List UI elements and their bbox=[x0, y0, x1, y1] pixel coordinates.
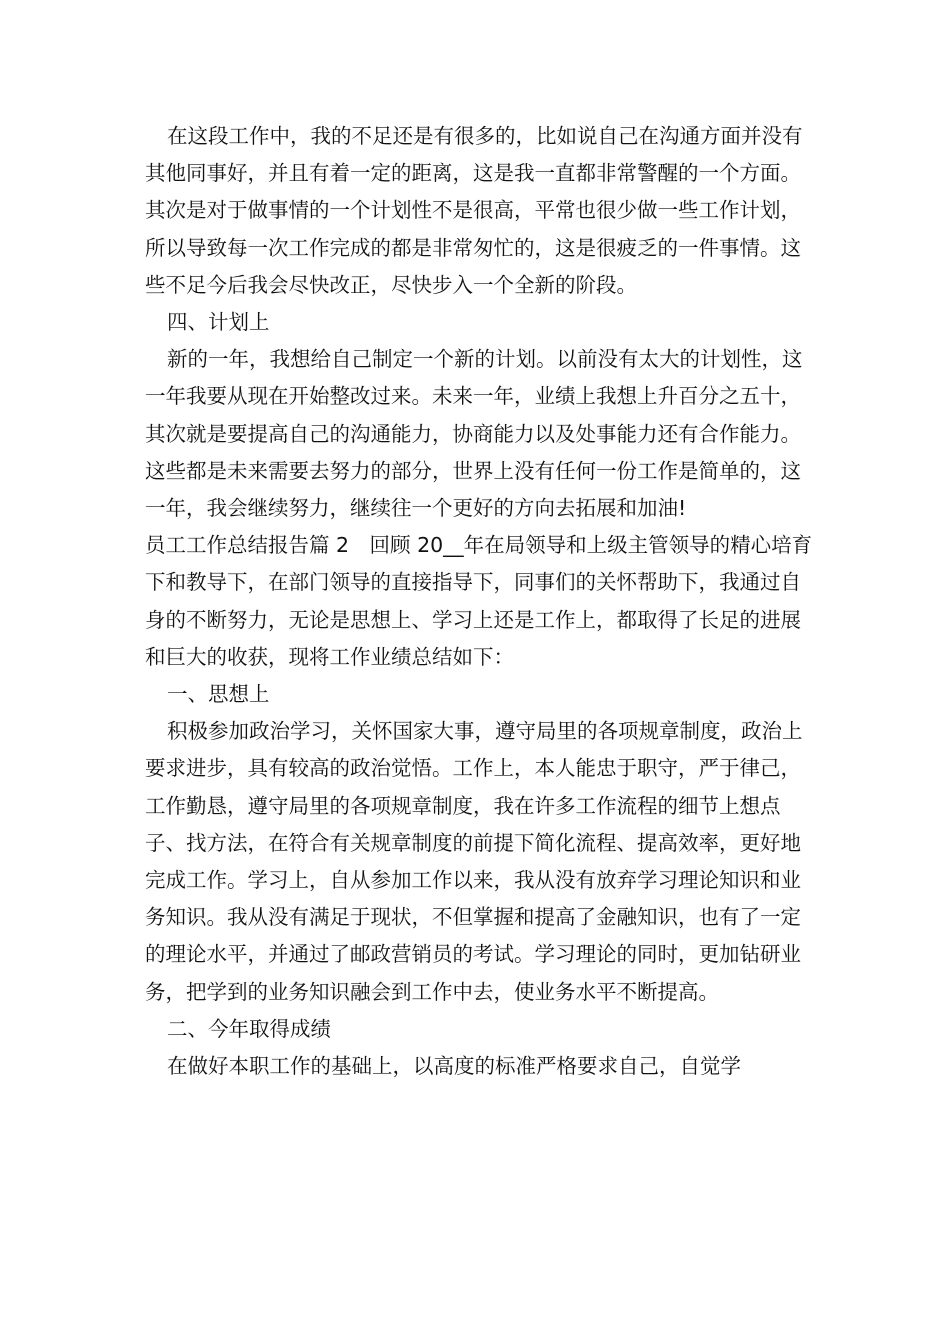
section-heading-plan: 四、计划上 bbox=[167, 310, 270, 335]
paragraph-thought: 积极参加政治学习，关怀国家大事，遵守局里的各项规章制度，政治上要求进步，具有较高的政治觉悟。工作上，本人能忠于职守，严于律己，工作勤恳，遵守局里的各项规章制度，我在许多工作流程的细节上想点子、找方法，在符合有关规章制度的前提下简化流程、提高效率，更好地完成工作。学习上，自从参加工作以来，我从没有放弃学习理论知识和业务知识。我从没有满足于现状，不但掌握和提高了金融知识，也有了一定的理论水平，并通过了邮政营销员的考试。学习理论的同时，更加钻研业务，把学到的业务知识融会到工作中去，使业务水平不断提高。 bbox=[145, 719, 803, 1004]
paragraph-report-intro: 员工工作总结报告篇 2 回顾 20__年在局领导和上级主管领导的精心培育下和教导下，在部门领导的直接指导下，同事们的关怀帮助下，我通过自身的不断努力，无论是思想上、学习上还是工作上，都取得了长足的进展和巨大的收获，现将工作业绩总结如下： bbox=[145, 533, 813, 669]
section-heading-achievements: 二、今年取得成绩 bbox=[167, 1016, 331, 1041]
paragraph-shortcomings: 在这段工作中，我的不足还是有很多的，比如说自己在沟通方面并没有其他同事好，并且有着一定的距离，这是我一直都非常警醒的一个方面。其次是对于做事情的一个计划性不是很高，平常也很少做一些工作计划，所以导致每一次工作完成的都是非常匆忙的，这是很疲乏的一件事情。这些不足今后我会尽快改正，尽快步入一个全新的阶段。 bbox=[145, 124, 803, 297]
paragraph-new-year-plan: 新的一年，我想给自己制定一个新的计划。以前没有太大的计划性，这一年我要从现在开始整改过来。未来一年，业绩上我想上升百分之五十，其次就是要提高自己的沟通能力，协商能力以及处事能力还有合作能力。这些都是未来需要去努力的部分，世界上没有任何一份工作是简单的，这一年，我会继续努力，继续往一个更好的方向去拓展和加油! bbox=[145, 347, 803, 521]
paragraph-achievements: 在做好本职工作的基础上，以高度的标准严格要求自己，自觉学 bbox=[167, 1054, 741, 1079]
document-body bbox=[145, 118, 820, 1085]
section-heading-thought: 一、思想上 bbox=[167, 682, 270, 707]
